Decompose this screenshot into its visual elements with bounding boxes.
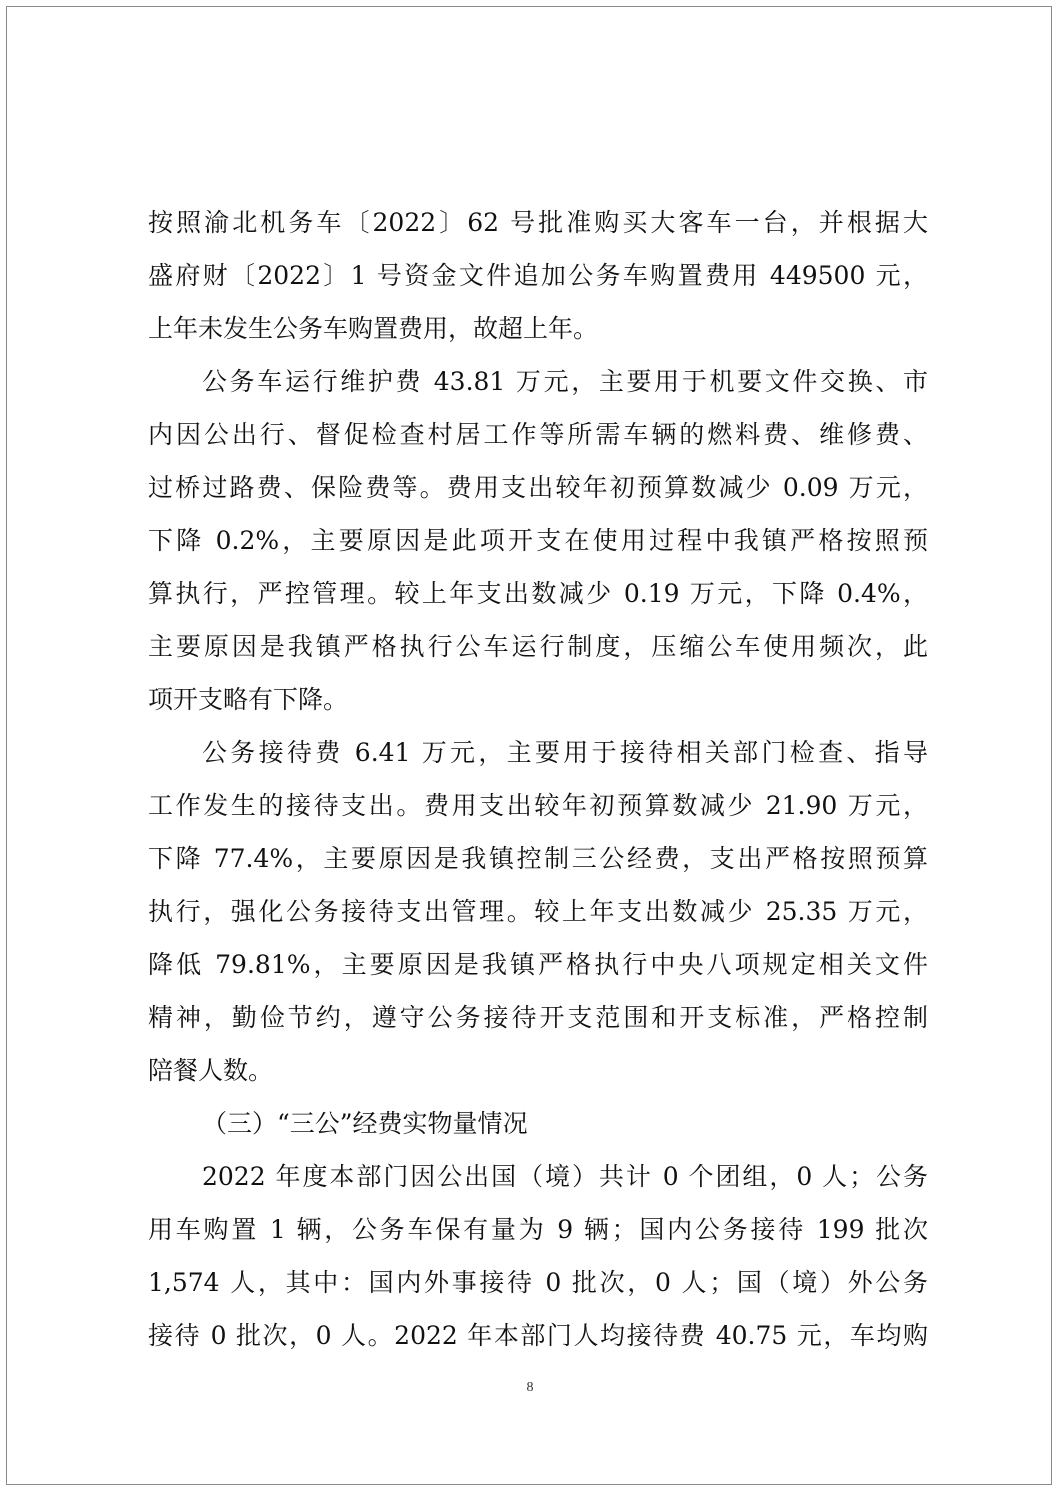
paragraph-start-line: 2022 年度本部门因公出国（境）共计 0 个团组，0 人；公务 <box>202 1162 928 1191</box>
text-line: 用车购置 1 辆，公务车保有量为 9 辆；国内公务接待 199 批次 <box>148 1215 928 1244</box>
section-heading: （三）“三公”经费实物量情况 <box>202 1109 528 1138</box>
text-line: 内因公出行、督促检查村居工作等所需车辆的燃料费、维修费、 <box>148 420 928 449</box>
text-line: 上年未发生公务车购置费用，故超上年。 <box>148 314 599 343</box>
text-line: 精神，勤俭节约，遵守公务接待开支范围和开支标准，严格控制 <box>148 1003 928 1032</box>
text-line: 陪餐人数。 <box>148 1056 274 1085</box>
text-line: 执行，强化公务接待支出管理。较上年支出数减少 25.35 万元， <box>148 897 928 926</box>
text-line: 接待 0 批次，0 人。2022 年本部门人均接待费 40.75 元，车均购 <box>148 1321 928 1350</box>
text-line: 过桥过路费、保险费等。费用支出较年初预算数减少 0.09 万元， <box>148 473 928 502</box>
text-line: 按照渝北机务车〔2022〕62 号批准购买大客车一台，并根据大 <box>148 208 928 237</box>
text-line: 项开支略有下降。 <box>148 685 349 714</box>
text-line: 工作发生的接待支出。费用支出较年初预算数减少 21.90 万元， <box>148 791 928 820</box>
text-line: 下降 0.2%，主要原因是此项开支在使用过程中我镇严格按照预 <box>148 526 928 555</box>
text-line: 算执行，严控管理。较上年支出数减少 0.19 万元，下降 0.4%， <box>148 579 928 608</box>
page-number: 8 <box>526 1380 534 1395</box>
text-line: 1,574 人，其中：国内外事接待 0 批次，0 人；国（境）外公务 <box>148 1268 928 1297</box>
paragraph-start-line: 公务接待费 6.41 万元，主要用于接待相关部门检查、指导 <box>202 738 928 767</box>
document-body <box>148 196 928 1362</box>
text-line: 盛府财〔2022〕1 号资金文件追加公务车购置费用 449500 元， <box>148 261 928 290</box>
paragraph-start-line: 公务车运行维护费 43.81 万元，主要用于机要文件交换、市 <box>202 367 928 396</box>
text-line: 降低 79.81%，主要原因是我镇严格执行中央八项规定相关文件 <box>148 950 928 979</box>
text-line: 主要原因是我镇严格执行公车运行制度，压缩公车使用频次，此 <box>148 632 928 661</box>
text-line: 下降 77.4%，主要原因是我镇控制三公经费，支出严格按照预算 <box>148 844 928 873</box>
